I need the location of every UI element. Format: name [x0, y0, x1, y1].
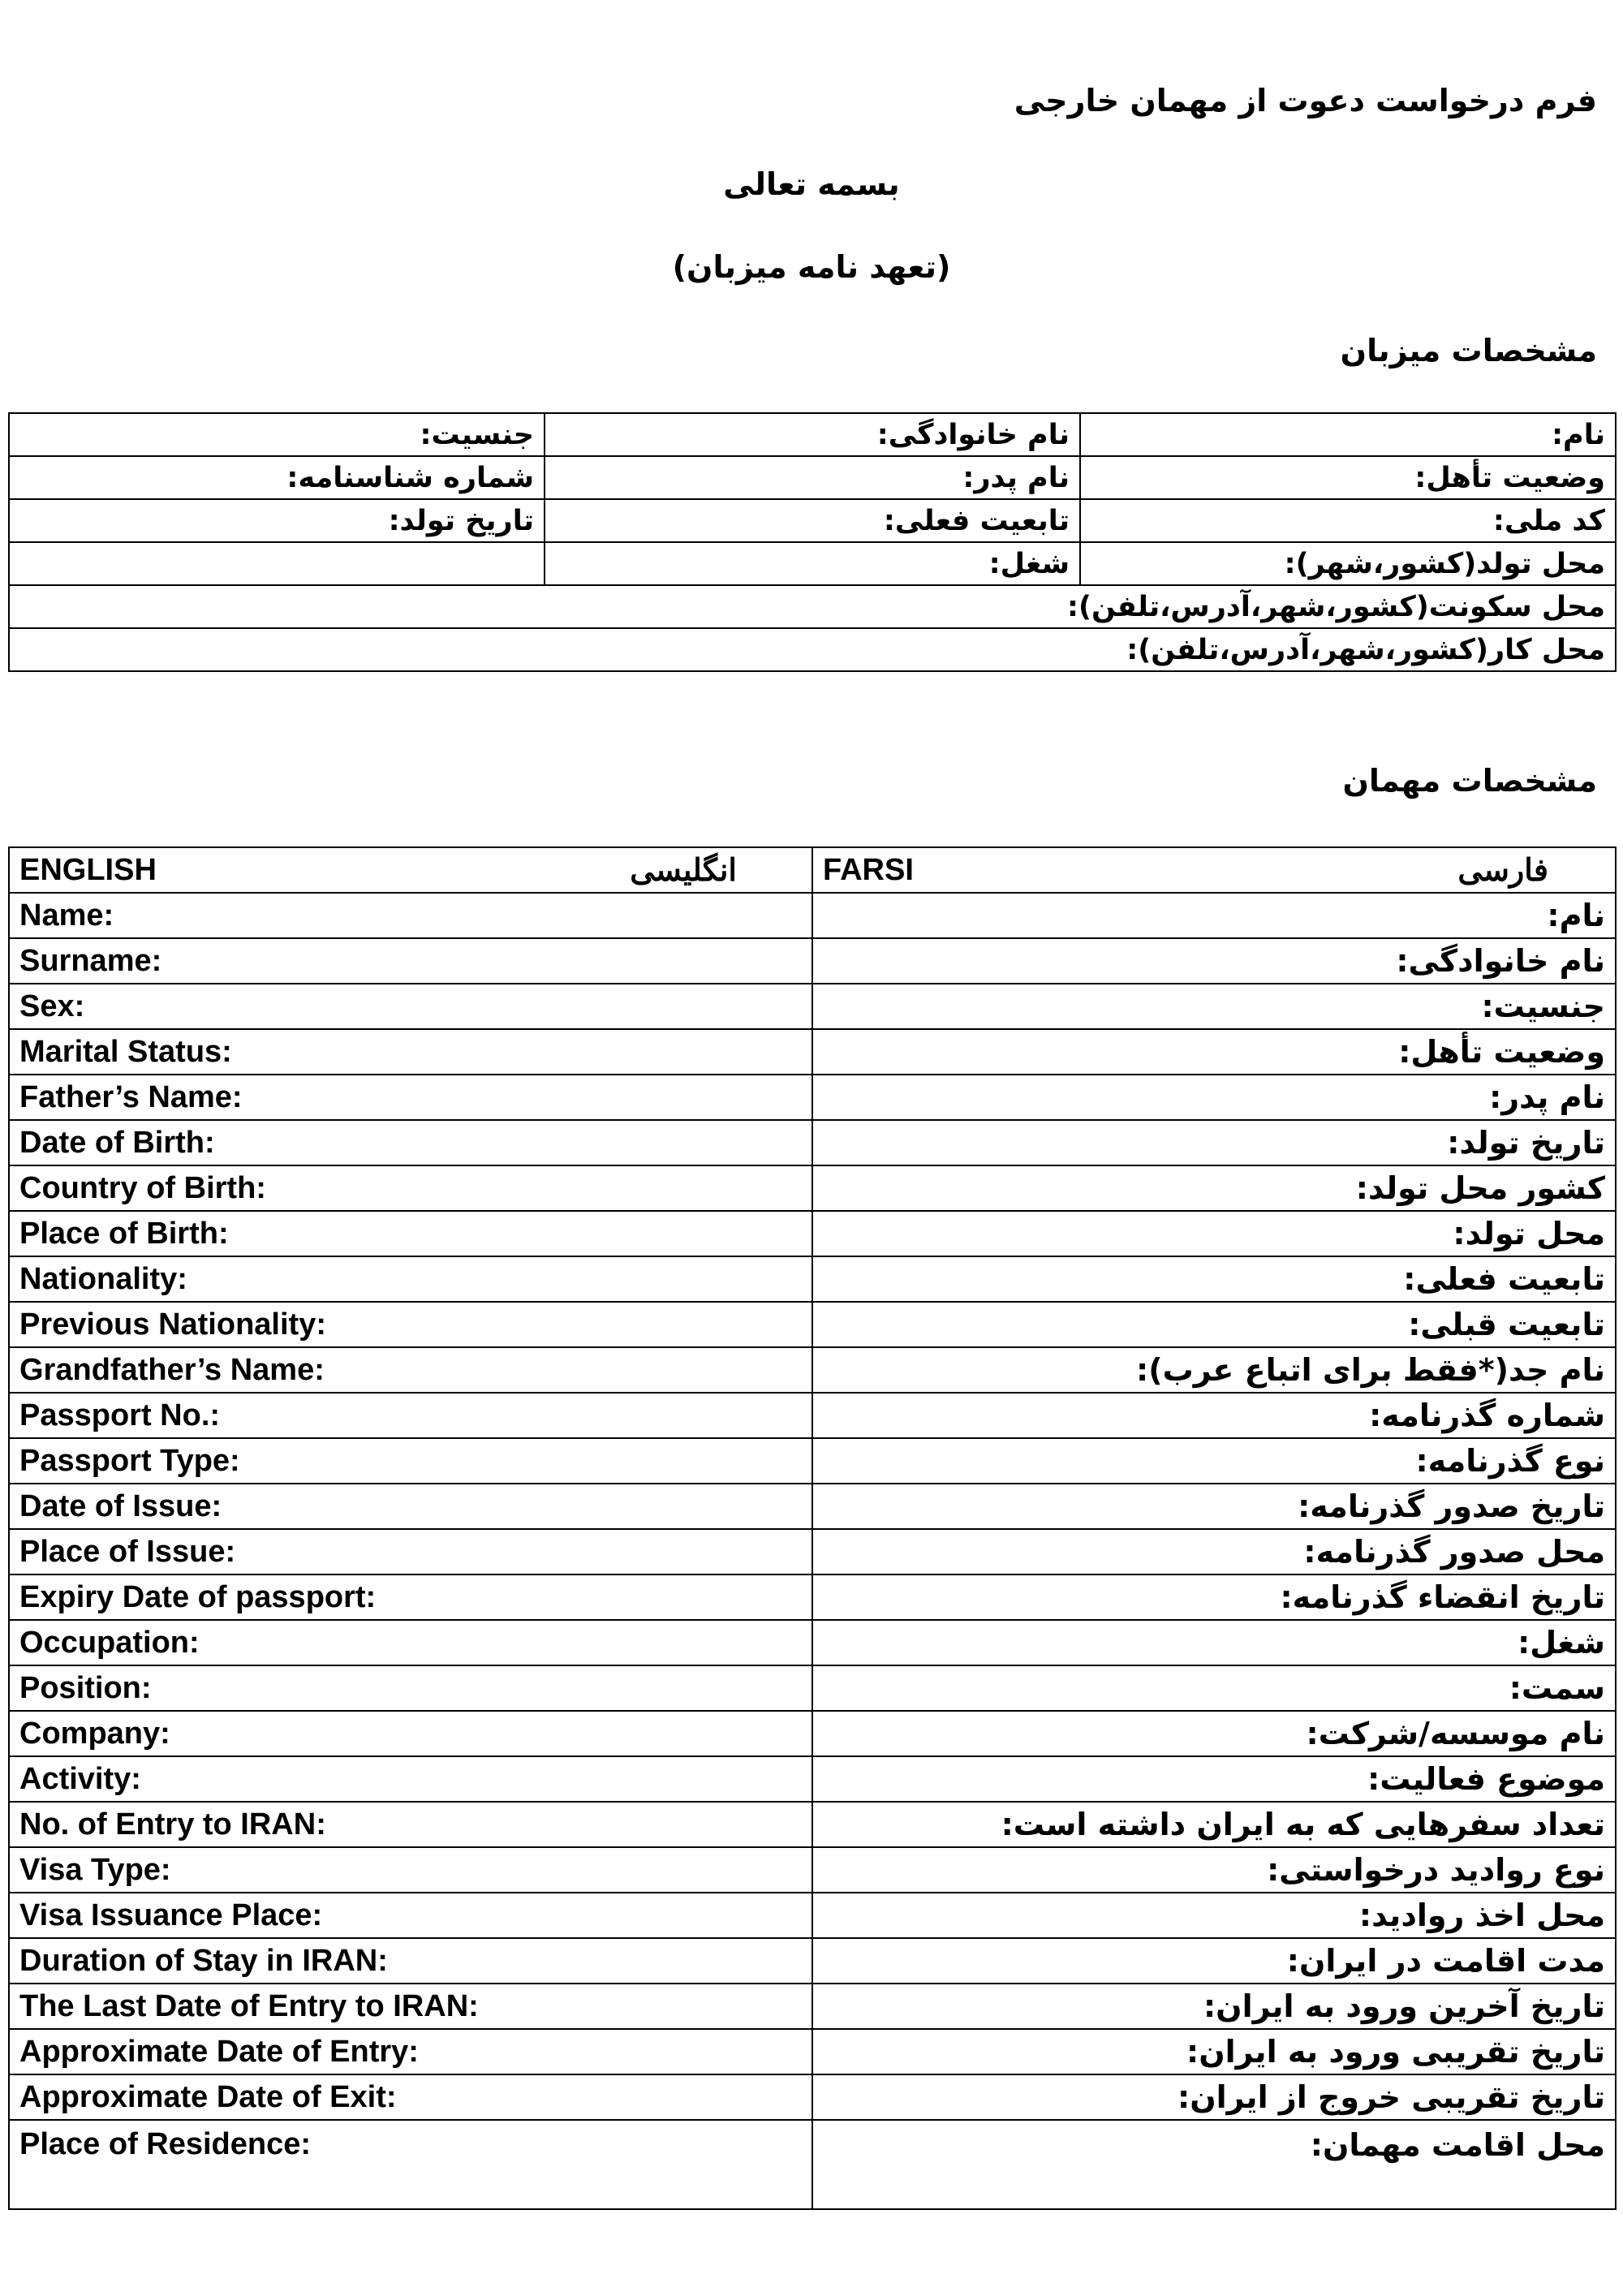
guest-field-farsi[interactable]: تاریخ تقریبی ورود به ایران: — [812, 2029, 1616, 2074]
guest-row — [9, 1347, 1616, 1393]
guest-field-farsi[interactable]: جنسیت: — [812, 984, 1616, 1029]
bismillah-heading: بسمه تعالی — [723, 166, 900, 202]
guest-field-farsi[interactable]: نام جد(*فقط برای اتباع عرب): — [812, 1347, 1616, 1393]
guest-row — [9, 1574, 1616, 1620]
guest-field-farsi[interactable]: نام خانوادگی: — [812, 938, 1616, 984]
guest-field-farsi[interactable]: تابعیت فعلی: — [812, 1256, 1616, 1302]
english-label-fa: انگلیسی — [630, 853, 737, 888]
guest-row — [9, 984, 1616, 1029]
guest-field-english[interactable]: Expiry Date of passport: — [9, 1574, 812, 1620]
guest-row — [9, 1620, 1616, 1665]
guest-row — [9, 2029, 1616, 2074]
guest-row — [9, 1529, 1616, 1574]
guest-field-english[interactable]: Previous Nationality: — [9, 1302, 812, 1347]
guest-field-english[interactable]: No. of Entry to IRAN: — [9, 1802, 812, 1847]
guest-field-farsi[interactable]: سمت: — [812, 1665, 1616, 1711]
host-work-field[interactable]: محل کار(کشور،شهر،آدرس،تلفن): — [9, 628, 1616, 671]
guest-field-farsi[interactable]: تاریخ انقضاء گذرنامه: — [812, 1574, 1616, 1620]
guest-row — [9, 1120, 1616, 1165]
host-row — [9, 499, 1616, 542]
guest-field-english[interactable]: Nationality: — [9, 1256, 812, 1302]
host-field[interactable]: کد ملی: — [1080, 499, 1616, 542]
guest-field-english[interactable]: Father’s Name: — [9, 1075, 812, 1120]
guest-row — [9, 1938, 1616, 1984]
guest-row — [9, 1393, 1616, 1438]
guest-field-farsi[interactable]: نوع روادید درخواستی: — [812, 1847, 1616, 1893]
guest-field-farsi[interactable]: شماره گذرنامه: — [812, 1393, 1616, 1438]
guest-field-english[interactable]: Duration of Stay in IRAN: — [9, 1938, 812, 1984]
guest-field-farsi[interactable]: مدت اقامت در ایران: — [812, 1938, 1616, 1984]
english-label: ENGLISH — [19, 852, 157, 887]
guest-field-farsi[interactable]: تاریخ تولد: — [812, 1120, 1616, 1165]
guest-field-farsi[interactable]: وضعیت تأهل: — [812, 1029, 1616, 1075]
english-column-header — [9, 847, 812, 893]
farsi-label-fa: فارسی — [1457, 853, 1548, 888]
guest-field-english[interactable]: Place of Issue: — [9, 1529, 812, 1574]
host-info-table — [8, 412, 1617, 672]
guest-row — [9, 1665, 1616, 1711]
guest-field-farsi[interactable]: محل صدور گذرنامه: — [812, 1529, 1616, 1574]
guest-row — [9, 1075, 1616, 1120]
guest-row — [9, 1756, 1616, 1802]
guest-field-english[interactable]: Name: — [9, 893, 812, 938]
guest-field-farsi[interactable]: نوع گذرنامه: — [812, 1438, 1616, 1484]
guest-row — [9, 1711, 1616, 1756]
guest-section-heading: مشخصات مهمان — [1342, 763, 1597, 799]
guest-field-english[interactable]: Country of Birth: — [9, 1165, 812, 1211]
guest-row — [9, 1847, 1616, 1893]
guest-field-english[interactable]: Position: — [9, 1665, 812, 1711]
guest-field-english[interactable]: Passport Type: — [9, 1438, 812, 1484]
guest-field-farsi[interactable]: تاریخ آخرین ورود به ایران: — [812, 1984, 1616, 2029]
guest-row — [9, 1438, 1616, 1484]
guest-field-english[interactable]: Place of Residence: — [9, 2120, 812, 2209]
guest-field-english[interactable]: Grandfather’s Name: — [9, 1347, 812, 1393]
guest-field-farsi[interactable]: موضوع فعالیت: — [812, 1756, 1616, 1802]
guest-field-english[interactable]: Approximate Date of Entry: — [9, 2029, 812, 2074]
host-field[interactable]: نام پدر: — [545, 456, 1080, 499]
guest-field-farsi[interactable]: نام: — [812, 893, 1616, 938]
host-field[interactable]: نام خانوادگی: — [545, 413, 1080, 456]
host-row — [9, 628, 1616, 671]
guest-table-header — [9, 847, 1616, 893]
guest-field-english[interactable]: Activity: — [9, 1756, 812, 1802]
guest-row — [9, 1029, 1616, 1075]
guest-field-english[interactable]: Marital Status: — [9, 1029, 812, 1075]
commitment-heading: (تعهد نامه میزبان) — [672, 249, 951, 285]
form-title: فرم درخواست دعوت از مهمان خارجی — [1014, 83, 1597, 118]
host-field[interactable]: نام: — [1080, 413, 1616, 456]
guest-row — [9, 893, 1616, 938]
guest-field-english[interactable]: Occupation: — [9, 1620, 812, 1665]
guest-row — [9, 1302, 1616, 1347]
guest-field-farsi[interactable]: کشور محل تولد: — [812, 1165, 1616, 1211]
guest-field-english[interactable]: Passport No.: — [9, 1393, 812, 1438]
host-field[interactable]: جنسیت: — [9, 413, 545, 456]
guest-row — [9, 1211, 1616, 1256]
host-field[interactable]: شغل: — [545, 542, 1080, 585]
guest-field-farsi[interactable]: محل تولد: — [812, 1211, 1616, 1256]
guest-field-english[interactable]: Visa Issuance Place: — [9, 1893, 812, 1938]
guest-row — [9, 938, 1616, 984]
host-field[interactable]: وضعیت تأهل: — [1080, 456, 1616, 499]
guest-row — [9, 1984, 1616, 2029]
guest-field-english[interactable]: Place of Birth: — [9, 1211, 812, 1256]
guest-row — [9, 2120, 1616, 2209]
guest-field-farsi[interactable]: نام موسسه/شرکت: — [812, 1711, 1616, 1756]
host-residence-field[interactable]: محل سکونت(کشور،شهر،آدرس،تلفن): — [9, 585, 1616, 628]
guest-field-english[interactable]: Visa Type: — [9, 1847, 812, 1893]
host-field[interactable] — [9, 542, 545, 585]
host-row — [9, 413, 1616, 456]
guest-row — [9, 2074, 1616, 2120]
host-row — [9, 585, 1616, 628]
host-section-heading: مشخصات میزبان — [1340, 333, 1597, 368]
farsi-label: FARSI — [823, 852, 914, 887]
guest-field-english[interactable]: Company: — [9, 1711, 812, 1756]
guest-field-farsi[interactable]: تعداد سفرهایی که به ایران داشته است: — [812, 1802, 1616, 1847]
guest-row — [9, 1802, 1616, 1847]
guest-field-farsi[interactable]: تاریخ صدور گذرنامه: — [812, 1484, 1616, 1529]
guest-field-english[interactable]: The Last Date of Entry to IRAN: — [9, 1984, 812, 2029]
host-field[interactable]: محل تولد(کشور،شهر): — [1080, 542, 1616, 585]
guest-row — [9, 1893, 1616, 1938]
guest-field-english[interactable]: Surname: — [9, 938, 812, 984]
farsi-column-header — [812, 847, 1616, 893]
guest-row — [9, 1484, 1616, 1529]
guest-row — [9, 1165, 1616, 1211]
guest-field-english[interactable]: Date of Birth: — [9, 1120, 812, 1165]
host-field[interactable]: شماره شناسنامه: — [9, 456, 545, 499]
host-field[interactable]: تاریخ تولد: — [9, 499, 545, 542]
guest-field-farsi[interactable]: تابعیت قبلی: — [812, 1302, 1616, 1347]
guest-field-farsi[interactable]: نام پدر: — [812, 1075, 1616, 1120]
guest-field-farsi[interactable]: تاریخ تقریبی خروج از ایران: — [812, 2074, 1616, 2120]
guest-field-english[interactable]: Approximate Date of Exit: — [9, 2074, 812, 2120]
guest-field-farsi[interactable]: محل اخذ روادید: — [812, 1893, 1616, 1938]
host-row — [9, 456, 1616, 499]
host-field[interactable]: تابعیت فعلی: — [545, 499, 1080, 542]
guest-info-table — [8, 846, 1617, 2210]
host-row — [9, 542, 1616, 585]
guest-field-english[interactable]: Date of Issue: — [9, 1484, 812, 1529]
guest-field-english[interactable]: Sex: — [9, 984, 812, 1029]
guest-row — [9, 1256, 1616, 1302]
guest-field-farsi[interactable]: شغل: — [812, 1620, 1616, 1665]
guest-field-farsi[interactable]: محل اقامت مهمان: — [812, 2120, 1616, 2209]
